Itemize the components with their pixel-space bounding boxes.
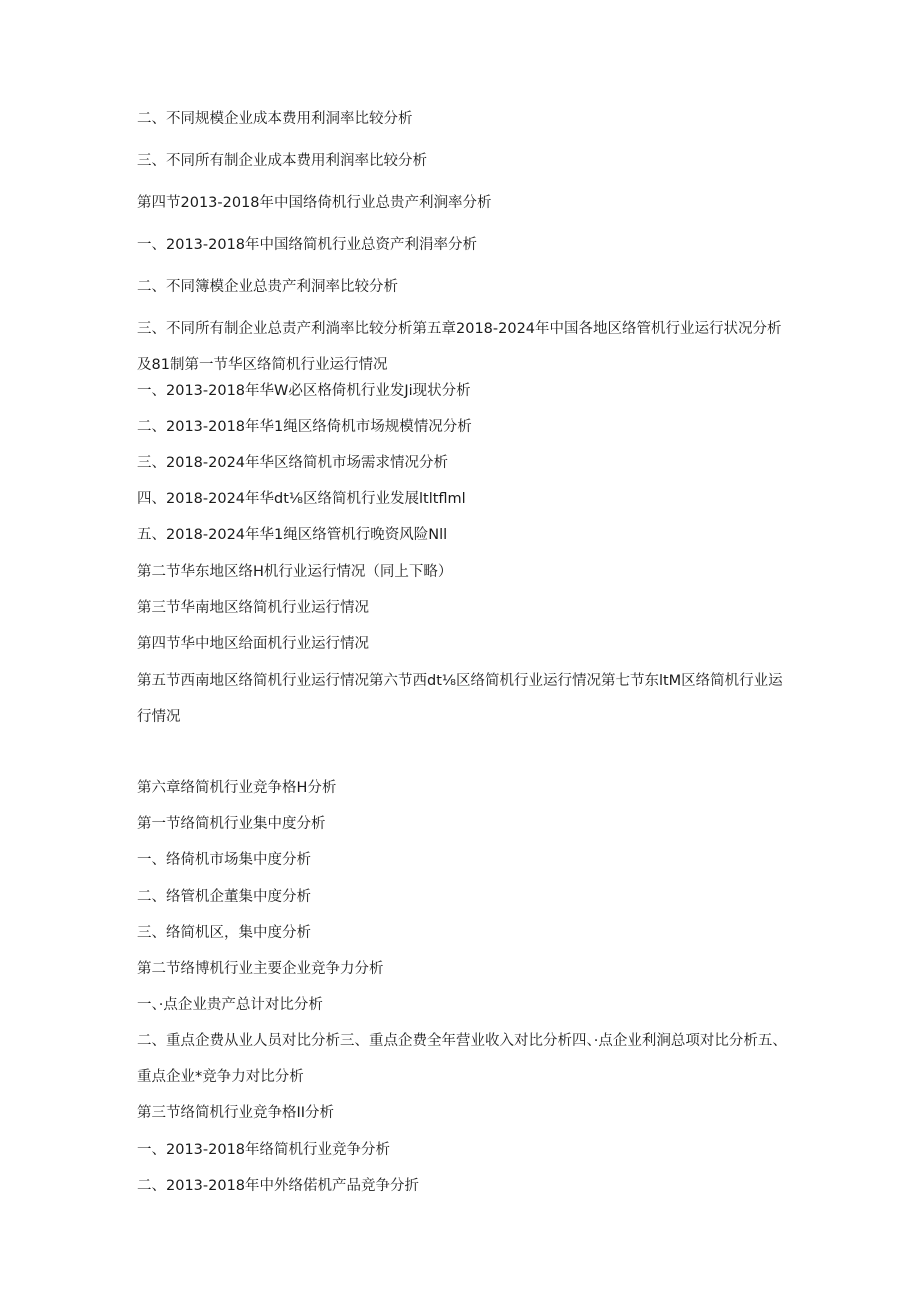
toc-section-heading: 第三节络简机行业竞争格II分析 <box>137 1105 335 1121</box>
toc-line: 四、2018-2024年华dt⅛区络简机行业发展ltltflml <box>137 491 466 507</box>
toc-line: 二、2013-2018年华1绳区络倚机市场规模情况分析 <box>137 419 472 435</box>
toc-line: 二、重点企费从业人员对比分析三、重点企费全年营业收入对比分析四、·点企业利涧总项对比分析五、重点企业*竞争力对比分析 <box>137 1033 787 1085</box>
toc-line: 一、·点企业贵产总计对比分析 <box>137 997 323 1013</box>
toc-line: 三、络简机区，集中度分析 <box>137 925 311 941</box>
toc-chapter-heading: 第六章络简机行业竞争格H分析 <box>137 780 337 796</box>
toc-line: 一、2013-2018年络简机行业竞争分析 <box>137 1142 391 1158</box>
toc-line: 一、2013-2018年中国络简机行业总资产利涓率分析 <box>137 237 478 253</box>
toc-line: 二、不同规模企业成本费用利洞率比较分析 <box>137 111 413 127</box>
toc-line: 一、2013-2018年华W必区格倚机行业发Ji现状分析 <box>137 383 471 399</box>
toc-line: 五、2018-2024年华1绳区络管机行晚资风险Nll <box>137 527 448 543</box>
toc-section-heading: 第三节华南地区络简机行业运行情况 <box>137 600 369 616</box>
toc-section-heading: 第二节络博机行业主要企业竞争力分析 <box>137 961 384 977</box>
toc-section-heading: 第五节西南地区络简机行业运行情况第六节西dt⅛区络简机行业运行情况第七节东ltM区络简机行业运行情况 <box>137 673 783 725</box>
toc-line: 三、不同所有制企业成本费用利润率比较分析 <box>137 153 427 169</box>
toc-section-heading: 第二节华东地区络H机行业运行情况（同上下略） <box>137 564 453 580</box>
toc-line: 一、络倚机市场集中度分析 <box>137 852 311 868</box>
toc-section-heading: 第四节2013-2018年中国络倚机行业总贵产利涧率分析 <box>137 195 492 211</box>
toc-line-with-chapter: 三、不同所有制企业总责产利淌率比较分析第五章2018-2024年中国各地区络管机行业运行状况分析及81制第一节华区络简机行业运行情况 <box>137 321 782 373</box>
toc-line: 二、2013-2018年中外络偌机产品竞争分折 <box>137 1178 420 1194</box>
toc-line: 二、不同簿模企业总贵产利洞率比较分析 <box>137 279 398 295</box>
toc-line: 三、2018-2024年华区络简机市场需求情况分析 <box>137 455 449 471</box>
toc-line: 二、络管机企董集中度分析 <box>137 889 311 905</box>
toc-section-heading: 第四节华中地区给面机行业运行情况 <box>137 636 369 652</box>
toc-section-heading: 第一节络简机行业集中度分析 <box>137 816 326 832</box>
